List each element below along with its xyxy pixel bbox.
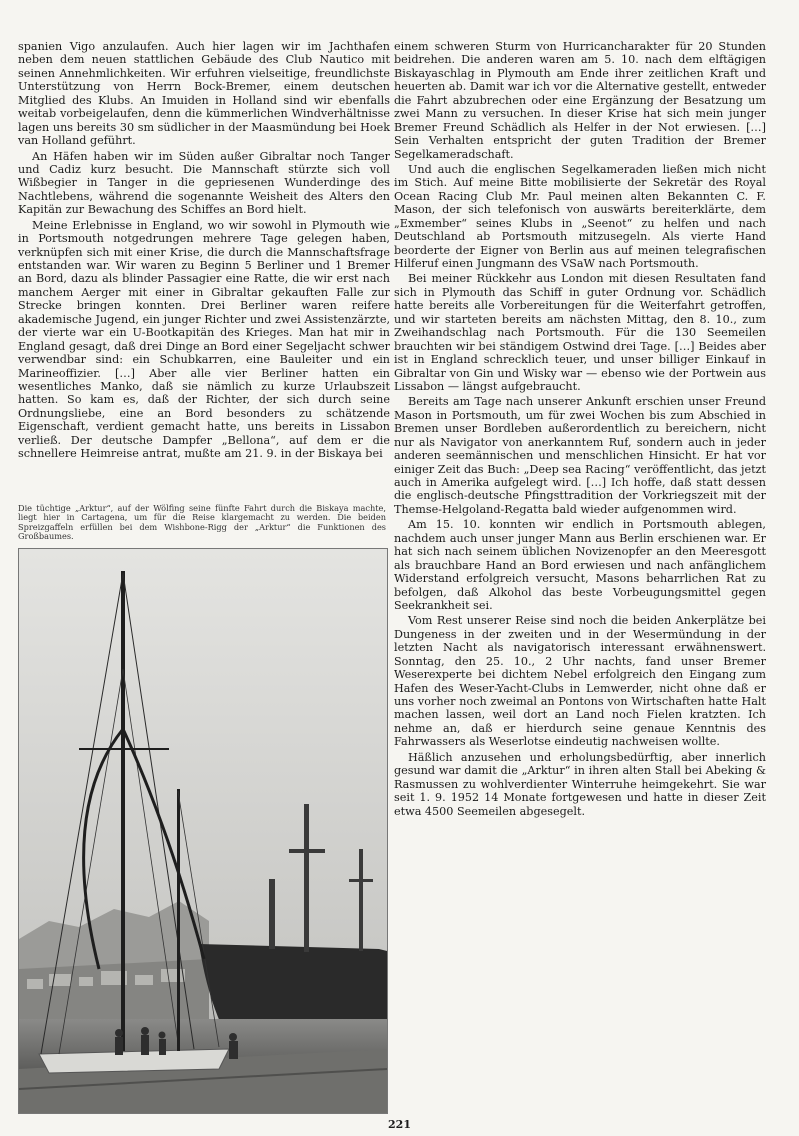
- paragraph: Häßlich anzusehen und erholungsbedürftig, aber innerlich gesund war damit die „Arktur“ in ihren alten Stall bei Abeking & Rasmussen zu wohlverdienter Winterruhe heimgekehrt. Sie war seit 1. 9. 1952 14 Monate fortgewesen und hatte in dieser Zeit etwa 4500 Seemeilen abgesegelt.: [394, 750, 766, 818]
- right-text-column: [394, 40, 766, 820]
- paragraph: einem schweren Sturm von Hurricancharakter für 20 Stunden beidrehen. Die anderen waren am 5. 10. nach dem elftägigen Biskayaschlag in Plymouth am Ende ihrer zeitlichen Kraft und heuerten ab. Damit war ich vor die Alternative gestellt, entweder die Fahrt abzubrechen oder eine Ergänzung der Besatzung um zwei Mann zu versuchen. In dieser Krise hat sich mein junger Bremer Freund Schädlich als Helfer in der Not erwiesen. […] Sein Verhalten entspricht der guten Tradition der Bremer Segelkameradschaft.: [394, 40, 766, 161]
- photo-caption: Die tüchtige „Arktur“, auf der Wölfing seine fünfte Fahrt durch die Biskaya machte, liegt hier in Cartagena, um für die Reise klargemacht zu werden. Die beiden Spreizgaffeln erfüllen bei dem Wishbone-Rigg der „Arktur“ die Funktionen des Großbaumes.: [18, 503, 386, 542]
- paragraph: spanien Vigo anzulaufen. Auch hier lagen wir im Jachthafen neben dem neuen stattlichen Gebäude des Club Nautico mit seinen Annehmlichkeiten. Wir erfuhren vielseitige, freundlichste Unterstützung von Herrn Bock-Bremer, einem deutschen Mitglied des Klubs. An Imuiden in Holland sind wir ebenfalls weitab vorbeigelaufen, denn die kümmerlichen Windverhältnisse lagen uns bereits 30 sm südlicher in der Maasmündung bei Hoek van Holland geführt.: [18, 40, 390, 148]
- paragraph: Meine Erlebnisse in England, wo wir sowohl in Plymouth wie in Portsmouth notgedrungen mehrere Tage gelegen haben, verknüpfen sich mit einer Krise, die durch die Mannschaftsfrage entstanden war. Wir waren zu Beginn 5 Berliner und 1 Bremer an Bord, dazu als blinder Passagier eine Ratte, die wir erst nach manchem Aerger mit einer in Gibraltar gekauften Falle zur Strecke bringen konnten. Drei Berliner waren reifere akademische Jugend, ein junger Richter und zwei Assistenzärzte, der vierte war ein U-Bootkapitän des Krieges. Man hat mir in England gesagt, daß drei Dinge an Bord einer Segeljacht schwer verwendbar sind: ein Schubkarren, eine Bauleiter und ein Marineoffizier. […] Aber alle vier Berliner hatten ein wesentliches Manko, daß sie nämlich zu kurze Urlaubszeit hatten. So kam es, daß der Richter, der sich durch seine Ordnungsliebe, eine an Bord besonders zu schätzende Eigenschaft, verdient gemacht hatte, uns bereits in Lissabon verließ. Der deutsche Dampfer „Bellona“, auf dem er die schnellere Heimreise antrat, mußte am 21. 9. in der Biskaya bei: [18, 218, 390, 461]
- harbor-photo: [18, 548, 388, 1114]
- paragraph: Am 15. 10. konnten wir endlich in Portsmouth ablegen, nachdem auch unser junger Mann aus Berlin erschienen war. Er hat sich nach seinem üblichen Novizenopfer an den Meeresgott als brauchbare Hand an Bord erwiesen und nach anfänglichem Widerstand erfolgreich versucht, Masons beharrlichen Rat zu befolgen, daß Alkohol das beste Vorbeugungsmittel gegen Seekrankheit sei.: [394, 518, 766, 612]
- paragraph: Bei meiner Rückkehr aus London mit diesen Resultaten fand sich in Plymouth das Schiff in guter Ordnung vor. Schädlich hatte bereits alle Vorbereitungen für die Weiterfahrt getroffen, und wir starteten bereits am nächsten Mittag, den 8. 10., zum Zweihandschlag nach Portsmouth. Für die 130 Seemeilen brauchten wir bei ständigem Ostwind drei Tage. […] Beides aber ist in England schrecklich teuer, und unser billiger Einkauf in Gibraltar von Gin und Wisky war — ebenso wie der Portwein aus Lissabon — längst aufgebraucht.: [394, 272, 766, 393]
- paragraph: An Häfen haben wir im Süden außer Gibraltar noch Tanger und Cadiz kurz besucht. Die Mannschaft stürzte sich voll Wißbegier in Tanger in die gepriesenen Wunderdinge des Nachtlebens, während die sogenannte Weisheit des Alters den Kapitän zur Bewachung des Schiffes an Bord hielt.: [18, 149, 390, 217]
- paragraph: Vom Rest unserer Reise sind noch die beiden Ankerplätze bei Dungeness in der zweiten und in der Wesermündung in der letzten Nacht als navigatorisch interessant erwähnenswert. Sonntag, den 25. 10., 2 Uhr nachts, fand unser Bremer Weserexperte bei dichtem Nebel erfolgreich den Eingang zum Hafen des Weser-Yacht-Clubs in Lemwerder, nicht ohne daß er uns vorher noch zweimal an Pontons von Wirtschaften hatte Halt machen lassen, weil dort an Land noch Fielen kratzten. Ich nehme an, daß er hierdurch seine genaue Kenntnis des Fahrwassers als Weserlotse eindeutig nachweisen wollte.: [394, 614, 766, 749]
- left-text-column: [18, 40, 390, 463]
- page-number: 221: [388, 1118, 411, 1131]
- paragraph: Und auch die englischen Segelkameraden ließen mich nicht im Stich. Auf meine Bitte mobilisierte der Sekretär des Royal Ocean Racing Club Mr. Paul meinen alten Bekannten C. F. Mason, der sich telefonisch von auswärts bereiterklärte, dem „Exmember“ seines Klubs in „Seenot“ zu helfen und nach Deutschland ab Portsmouth mitzusegeln. Als vierte Hand beorderte der Eigner von Berlin aus auf meinen telegrafischen Hilferuf einen Jungmann des VSaW nach Portsmouth.: [394, 162, 766, 270]
- paragraph: Bereits am Tage nach unserer Ankunft erschien unser Freund Mason in Portsmouth, um für zwei Wochen bis zum Abschied in Bremen unser Bordleben außerordentlich zu bereichern, nicht nur als Navigator von anerkanntem Ruf, sondern auch in jeder anderen seemännischen und menschlichen Hinsicht. Er hat vor einiger Zeit das Buch: „Deep sea Racing“ veröffentlicht, das jetzt auch in Amerika aufgelegt wird. […] Ich hoffe, daß statt dessen die englisch-deutsche Pfingsttradition der Vorkriegszeit mit der Themse-Helgoland-Regatta bald wieder aufgenommen wird.: [394, 395, 766, 516]
